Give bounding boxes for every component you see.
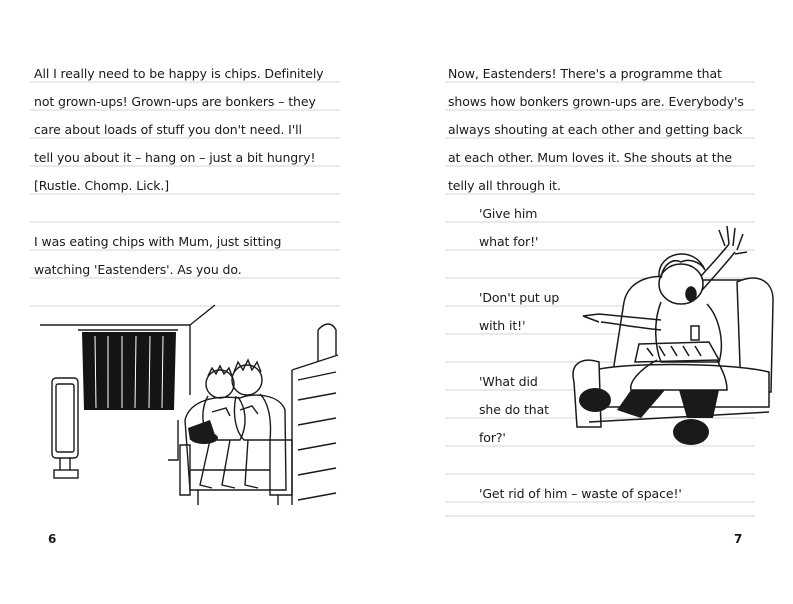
- right-text-line-1: Now, Eastenders! There's a programme that: [448, 66, 722, 81]
- quote-dont-put-up-2: with it!': [479, 318, 526, 333]
- quote-dont-put-up-1: 'Don't put up: [479, 290, 560, 305]
- left-text-line-7: watching 'Eastenders'. As you do.: [34, 262, 242, 277]
- right-page: [397, 0, 793, 604]
- left-text-line-3: care about loads of stuff you don't need. I'll: [34, 122, 302, 137]
- right-page-number: 7: [734, 532, 743, 546]
- right-text-line-4: at each other. Mum loves it. She shouts at the: [448, 150, 732, 165]
- quote-what-did-1: 'What did: [479, 374, 538, 389]
- left-text-line-4: tell you about it – hang on – just a bit hungry!: [34, 150, 316, 165]
- right-text-line-2: shows how bonkers grown-ups are. Everybody's: [448, 94, 744, 109]
- left-text-line-1: All I really need to be happy is chips. Definitely: [34, 66, 324, 81]
- left-page: [0, 0, 396, 604]
- quote-give-him-1: 'Give him: [479, 206, 538, 221]
- right-text-line-3: always shouting at each other and getting back: [448, 122, 743, 137]
- left-page-number: 6: [48, 532, 57, 546]
- illustration-mum-shouting: [569, 222, 783, 452]
- quote-give-him-2: what for!': [479, 234, 539, 249]
- left-text-line-5: [Rustle. Chomp. Lick.]: [34, 178, 170, 193]
- left-text-line-6: I was eating chips with Mum, just sitting: [34, 234, 282, 249]
- illustration-watching-tv: [40, 300, 340, 510]
- right-text-line-5: telly all through it.: [448, 178, 561, 193]
- quote-what-did-3: for?': [479, 430, 506, 445]
- quote-what-did-2: she do that: [479, 402, 549, 417]
- quote-get-rid: 'Get rid of him – waste of space!': [479, 486, 682, 501]
- left-text-line-2: not grown-ups! Grown-ups are bonkers – they: [34, 94, 316, 109]
